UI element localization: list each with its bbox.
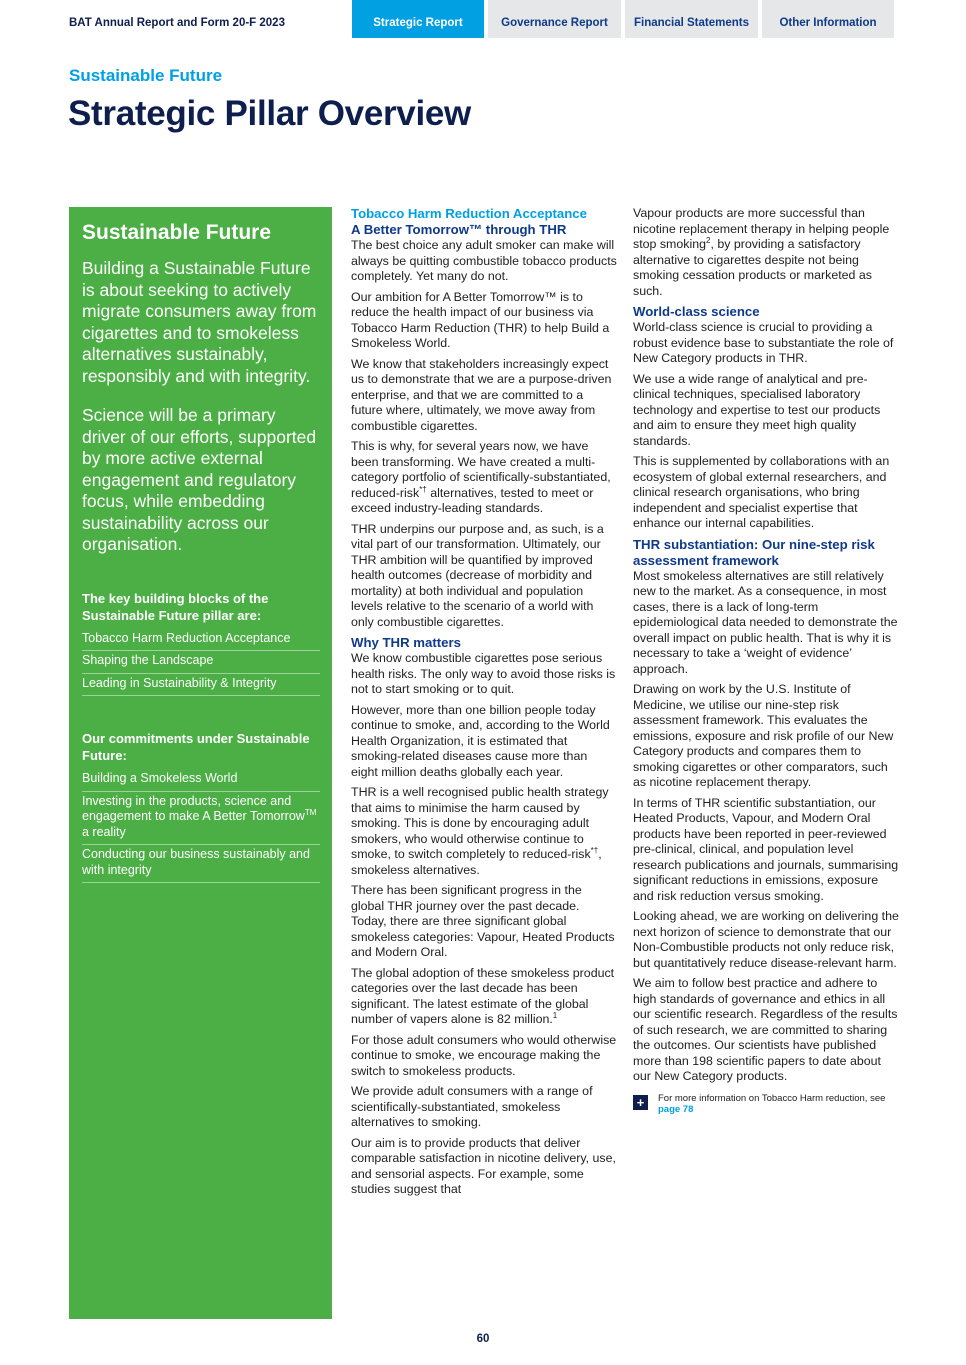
why-thr-matters-heading: Why THR matters: [351, 635, 461, 650]
footnote-mark: 1: [552, 1010, 558, 1020]
footnote-mark: *†: [419, 484, 427, 494]
text: This is why, for several years now, we have been transforming. We have created a multi-category portfolio of scientifically-substantiated, reduced-risk: [351, 439, 611, 500]
footnote-mark: *†: [590, 845, 599, 855]
text: The global adoption of these smokeless product categories over the last decade has been significant. The latest estimate of the global number of vapers alone is 82 million.: [351, 965, 615, 1026]
text: , smokeless alternatives.: [351, 847, 602, 877]
list-item: Tobacco Harm Reduction Acceptance: [82, 629, 320, 652]
world-class-science-heading: World-class science: [633, 304, 760, 319]
more-info-callout: [633, 1093, 899, 1116]
paragraph: We know combustible cigarettes pose serious health risks. The only way to avoid those risks is not to start smoking or to quit.: [351, 651, 616, 696]
paragraph: However, more than one billion people today continue to smoke, and, according to the World Health Organization, it is estimated that smoking-related diseases cause more than eight million deaths globally each year.: [351, 702, 610, 779]
building-blocks-heading: The key building blocks of the Sustainable Future pillar are:: [82, 590, 269, 623]
text: For more information on Tobacco Harm reduction, see: [658, 1092, 886, 1104]
paragraph: Looking ahead, we are working on delivering the next horizon of science to demonstrate that our Non-Combustible products not only reduce risk, but quantitatively reduce disease-relevant harm.: [633, 909, 899, 970]
paragraph: For those adult consumers who would otherwise continue to smoke, we encourage making the switch to smokeless products.: [351, 1032, 617, 1078]
paragraph: Our ambition for A Better Tomorrow™ is to reduce the health impact of our business via Tobacco Harm Reduction (THR) to help Build a Smokeless World.: [351, 289, 610, 350]
text: THR is a well recognised public health strategy that aims to minimise the harm caused by smoking. This is done by encouraging adult smokers, who would otherwise continue to smoke, to switch completely to reduced-risk: [351, 785, 609, 861]
thr-acceptance-heading: Tobacco Harm Reduction Acceptance: [351, 206, 587, 221]
commitment-text: Investing in the products, science and engagement to make A Better Tomorrow: [82, 793, 305, 823]
text: Vapour products are more successful than nicotine replacement therapy in helping people stop smoking: [633, 206, 890, 251]
commitments-list: [82, 769, 320, 883]
paragraph: We use a wide range of analytical and pre-clinical techniques, specialised laboratory technology and expertise to test our products and aim to ensure they meet high quality standards.: [633, 371, 881, 448]
page-number: 60: [476, 1333, 490, 1345]
better-tomorrow-subheading: A Better Tomorrow™ through THR: [351, 222, 567, 237]
list-item: Conducting our business sustainably and with integrity: [82, 845, 320, 883]
commitments-heading: Our commitments under Sustainable Future:: [82, 731, 310, 763]
building-blocks-list: [82, 629, 320, 697]
paragraph: World-class science is crucial to providing a robust evidence base to substantiate the role of New Category products in THR.: [633, 320, 894, 365]
text: , by providing a satisfactory alternative to cigarettes despite not being smoking cessation products or marketed as such.: [633, 237, 872, 298]
paragraph: Drawing on work by the U.S. Institute of Medicine, we utilise our nine-step risk assessment framework. This evaluates the emissions, exposure and risk profile of our New Category products and compares them to smoking cigarettes or other comparators, such as nicotine replacement therapy.: [633, 682, 894, 789]
paragraph: THR underpins our purpose and, as such, is a vital part of our transformation. Ultimately, our THR ambition will be quantified by improved health outcomes (decrease of morbidity and mortality) at both individual and population levels relative to the scenario of a world with only combustible cigarettes.: [351, 521, 604, 629]
more-info-text: [658, 1093, 899, 1116]
list-item: Shaping the Landscape: [82, 651, 320, 674]
page-title: Strategic Pillar Overview: [68, 94, 471, 133]
paragraph: Our aim is to provide products that deliver comparable satisfaction in nicotine delivery, use, and sensorial aspects. For example, some studies suggest that: [351, 1135, 616, 1196]
tab-strategic-report[interactable]: Strategic Report: [352, 0, 484, 38]
list-item: Building a Smokeless World: [82, 769, 320, 792]
section-kicker: Sustainable Future: [69, 66, 223, 85]
paragraph: In terms of THR scientific substantiation, our Heated Products, Vapour, and Modern Oral products have been reported in peer-reviewed pre-clinical, clinical, and population level research publications and journals, summarising significant reductions in emissions, exposure and risk reduction versus smoking.: [633, 795, 899, 903]
page-78-link[interactable]: page 78: [658, 1104, 694, 1115]
paragraph: [351, 966, 617, 1028]
tab-financial-statements[interactable]: Financial Statements: [625, 0, 758, 38]
footnote-mark: 2: [706, 235, 711, 245]
paragraph: [351, 785, 617, 878]
text: alternatives, tested to meet or exceed industry-leading standards.: [351, 485, 594, 515]
pillar-summary-panel: [69, 207, 332, 1319]
paragraph: The best choice any adult smoker can make will always be quitting combustible tobacco products completely. Yet many do not.: [351, 238, 617, 283]
plus-icon: +: [633, 1095, 648, 1110]
panel-intro-1: Building a Sustainable Future is about seeking to actively migrate consumers away from cigarettes and to smokeless alternatives sustainably, responsibly and with integrity.: [82, 258, 317, 386]
section-tabs: [352, 0, 898, 38]
list-item: Leading in Sustainability & Integrity: [82, 674, 320, 697]
paragraph: [351, 439, 617, 517]
paragraph: Most smokeless alternatives are still relatively new to the market. As a consequence, in most cases, there is a lack of long-term epidemiological data needed to demonstrate the overall impact on public health. That is why it is necessary to take a ‘weight of evidence’ approach.: [633, 568, 898, 676]
list-item: [82, 792, 320, 846]
panel-intro-2: Science will be a primary driver of our efforts, supported by more active external engagement and regulatory focus, while embedding sustainability across our organisation.: [82, 405, 317, 554]
commitment-text-end: a reality: [82, 824, 126, 839]
paragraph: This is supplemented by collaborations with an ecosystem of global external researchers, and clinical research organisations, who bring independent and specialist expertise that enhance our internal capabilities.: [633, 454, 890, 530]
trademark-sup: TM: [304, 807, 317, 817]
right-column: [633, 206, 899, 1116]
paragraph: We know that stakeholders increasingly expect us to demonstrate that we are a purpose-driven enterprise, and that we are committed to a future where, ultimately, we move away from combustible cigarettes.: [351, 356, 612, 433]
risk-framework-heading: THR substantiation: Our nine-step risk assessment framework: [633, 536, 875, 568]
paragraph: We provide adult consumers with a range of scientifically-substantiated, smokeless alternatives to smoking.: [351, 1084, 593, 1129]
tab-other-information[interactable]: Other Information: [762, 0, 894, 38]
paragraph: We aim to follow best practice and adhere to high standards of governance and ethics in all our scientific research. Regardless of the results of such research, we are committed to sharing the outcomes. Our scientists have published more than 198 scientific papers to date about our New Category products.: [633, 976, 898, 1083]
report-title: BAT Annual Report and Form 20-F 2023: [69, 17, 285, 29]
middle-column: [351, 206, 617, 1203]
paragraph: [633, 206, 899, 299]
paragraph: There has been significant progress in the global THR journey over the past decade. Today, there are three significant global smokeless categories: Vapour, Heated Products and Modern Oral.: [351, 883, 615, 959]
panel-title: Sustainable Future: [82, 221, 272, 244]
tab-governance-report[interactable]: Governance Report: [488, 0, 621, 38]
